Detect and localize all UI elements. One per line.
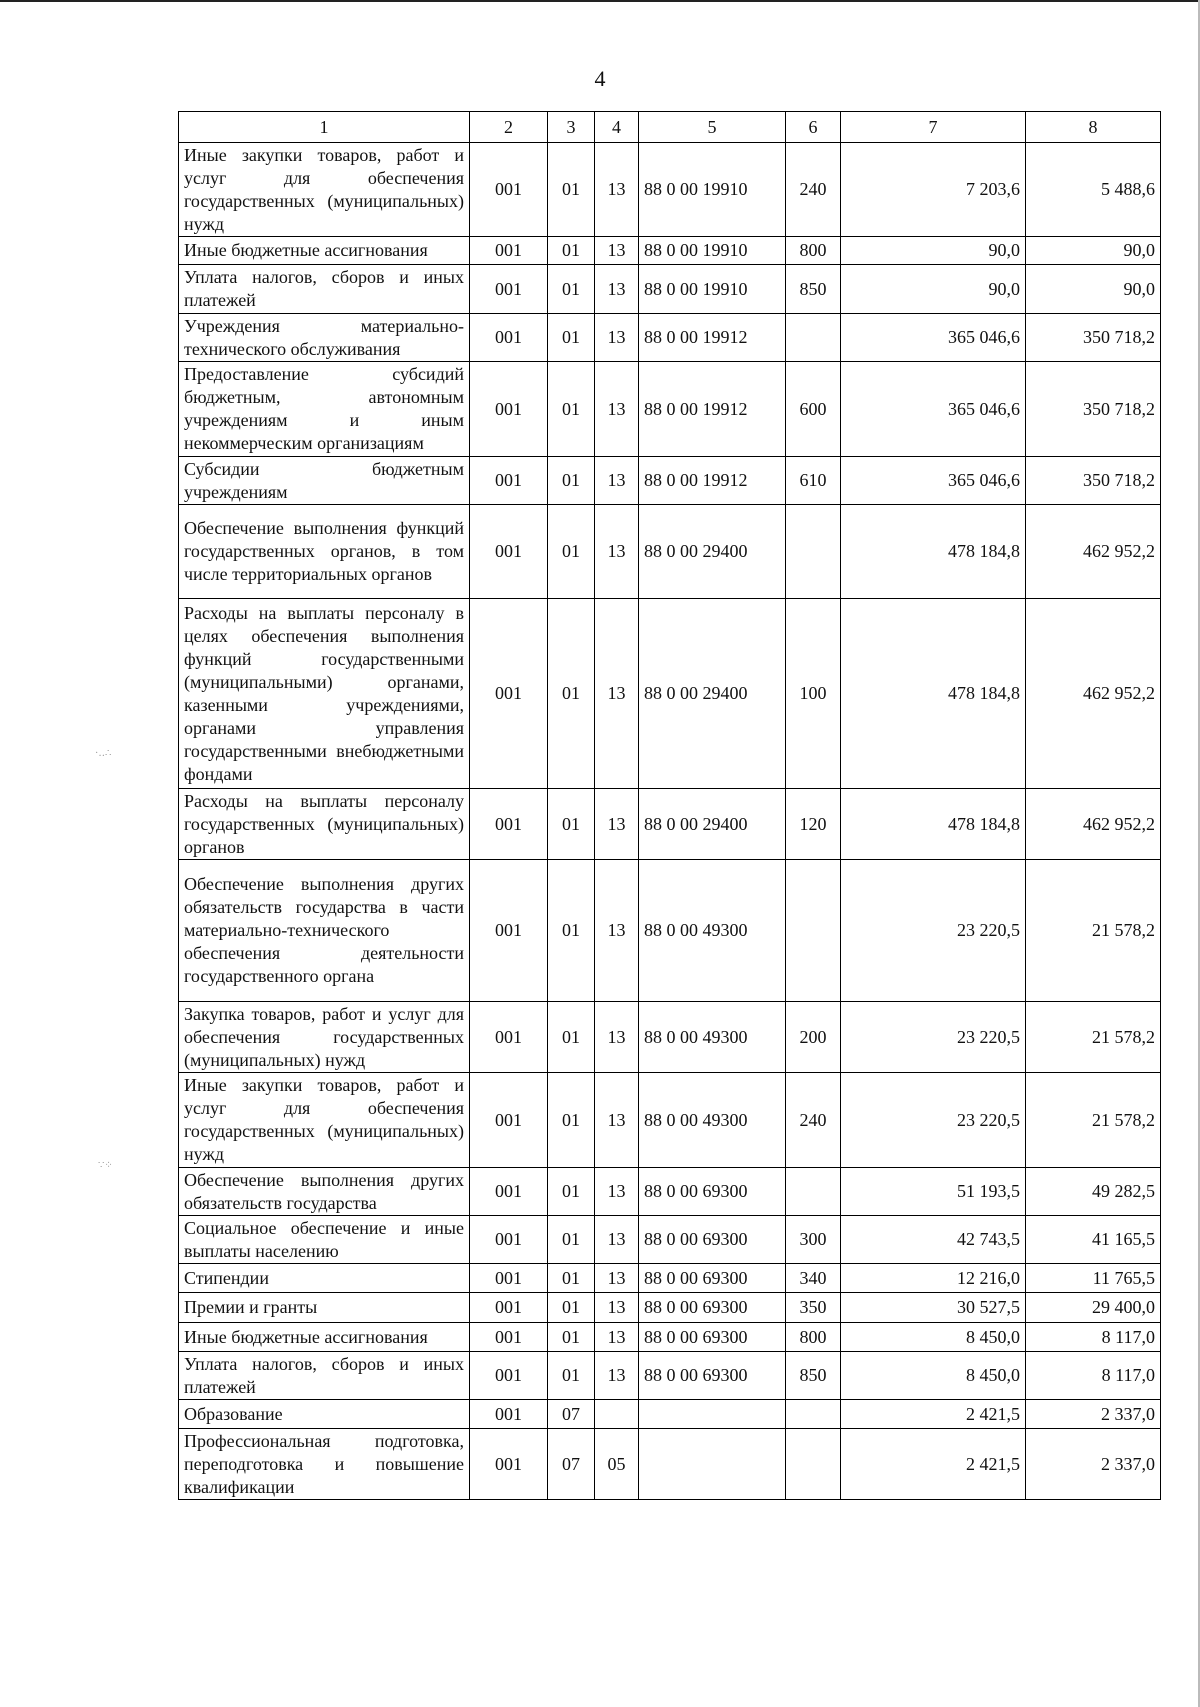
row-target-code-cell: 88 0 00 19910 xyxy=(639,237,786,265)
row-amount-cell: 29 400,0 xyxy=(1026,1293,1161,1323)
row-name-cell: Предоставление субсидий бюджетным, автономным учреждениям и иным некоммерческим организациям xyxy=(179,362,470,457)
row-expense-type-cell xyxy=(786,1400,841,1429)
row-amount-cell: 365 046,6 xyxy=(841,362,1026,457)
row-amount-cell: 21 578,2 xyxy=(1026,1073,1161,1168)
row-target-code-cell: 88 0 00 19912 xyxy=(639,314,786,362)
row-expense-type-cell xyxy=(786,860,841,1002)
row-name-cell: Расходы на выплаты персоналу в целях обеспечения выполнения функций государственными (муниципальными) органами, казенными учреждениями, органами управления государственными внебюджетными фондами xyxy=(179,599,470,789)
row-code-cell: 01 xyxy=(548,789,595,860)
row-amount-cell: 2 337,0 xyxy=(1026,1429,1161,1500)
row-target-code-cell: 88 0 00 69300 xyxy=(639,1168,786,1216)
row-amount-cell: 462 952,2 xyxy=(1026,789,1161,860)
row-target-code-cell: 88 0 00 19910 xyxy=(639,143,786,237)
row-target-code-cell: 88 0 00 29400 xyxy=(639,505,786,599)
row-amount-cell: 23 220,5 xyxy=(841,1002,1026,1073)
row-code-cell: 13 xyxy=(595,1216,639,1264)
row-amount-cell: 462 952,2 xyxy=(1026,505,1161,599)
row-code-cell: 01 xyxy=(548,860,595,1002)
row-amount-cell: 462 952,2 xyxy=(1026,599,1161,789)
row-code-cell: 001 xyxy=(470,1352,548,1400)
row-code-cell: 13 xyxy=(595,457,639,505)
row-expense-type-cell: 850 xyxy=(786,1352,841,1400)
row-amount-cell: 51 193,5 xyxy=(841,1168,1026,1216)
row-code-cell: 01 xyxy=(548,1323,595,1352)
row-code-cell: 13 xyxy=(595,1073,639,1168)
row-expense-type-cell: 350 xyxy=(786,1293,841,1323)
row-code-cell: 001 xyxy=(470,1293,548,1323)
table-row xyxy=(179,143,1161,237)
header-cell: 3 xyxy=(548,112,595,143)
row-target-code-cell xyxy=(639,1429,786,1500)
row-code-cell: 001 xyxy=(470,237,548,265)
row-amount-cell: 350 718,2 xyxy=(1026,362,1161,457)
row-expense-type-cell: 200 xyxy=(786,1002,841,1073)
table-row xyxy=(179,314,1161,362)
row-amount-cell: 478 184,8 xyxy=(841,505,1026,599)
row-code-cell: 01 xyxy=(548,362,595,457)
table-row xyxy=(179,599,1161,789)
table-row xyxy=(179,362,1161,457)
table-row xyxy=(179,789,1161,860)
row-amount-cell: 350 718,2 xyxy=(1026,457,1161,505)
row-code-cell: 001 xyxy=(470,1400,548,1429)
row-target-code-cell: 88 0 00 29400 xyxy=(639,789,786,860)
row-code-cell: 01 xyxy=(548,505,595,599)
row-code-cell: 001 xyxy=(470,143,548,237)
row-name-cell: Уплата налогов, сборов и иных платежей xyxy=(179,265,470,314)
row-target-code-cell: 88 0 00 19910 xyxy=(639,265,786,314)
header-cell: 7 xyxy=(841,112,1026,143)
row-code-cell: 001 xyxy=(470,599,548,789)
row-expense-type-cell: 800 xyxy=(786,1323,841,1352)
row-expense-type-cell: 800 xyxy=(786,237,841,265)
table-row xyxy=(179,1264,1161,1293)
row-amount-cell: 8 117,0 xyxy=(1026,1323,1161,1352)
row-code-cell: 01 xyxy=(548,314,595,362)
row-target-code-cell: 88 0 00 19912 xyxy=(639,362,786,457)
row-name-cell: Расходы на выплаты персоналу государственных (муниципальных) органов xyxy=(179,789,470,860)
row-expense-type-cell xyxy=(786,505,841,599)
header-cell: 6 xyxy=(786,112,841,143)
row-expense-type-cell xyxy=(786,1429,841,1500)
row-expense-type-cell: 100 xyxy=(786,599,841,789)
scan-speck: ·‥∴ xyxy=(95,748,112,759)
row-code-cell: 01 xyxy=(548,265,595,314)
row-code-cell: 13 xyxy=(595,1168,639,1216)
row-code-cell: 01 xyxy=(548,1293,595,1323)
table-row xyxy=(179,860,1161,1002)
row-code-cell: 01 xyxy=(548,1264,595,1293)
row-code-cell: 13 xyxy=(595,265,639,314)
row-expense-type-cell: 610 xyxy=(786,457,841,505)
row-amount-cell: 21 578,2 xyxy=(1026,1002,1161,1073)
header-cell: 1 xyxy=(179,112,470,143)
row-amount-cell: 350 718,2 xyxy=(1026,314,1161,362)
row-target-code-cell: 88 0 00 69300 xyxy=(639,1323,786,1352)
row-code-cell xyxy=(595,1400,639,1429)
row-expense-type-cell: 600 xyxy=(786,362,841,457)
row-amount-cell: 2 421,5 xyxy=(841,1400,1026,1429)
row-target-code-cell: 88 0 00 69300 xyxy=(639,1216,786,1264)
table-row xyxy=(179,1323,1161,1352)
row-amount-cell: 478 184,8 xyxy=(841,599,1026,789)
row-code-cell: 01 xyxy=(548,143,595,237)
row-name-cell: Обеспечение выполнения других обязательств государства в части материально-технического обеспечения деятельности государственного органа xyxy=(179,860,470,1002)
table-row xyxy=(179,1293,1161,1323)
table-row xyxy=(179,505,1161,599)
row-name-cell: Стипендии xyxy=(179,1264,470,1293)
row-amount-cell: 49 282,5 xyxy=(1026,1168,1161,1216)
row-amount-cell: 11 765,5 xyxy=(1026,1264,1161,1293)
row-expense-type-cell xyxy=(786,1168,841,1216)
row-code-cell: 001 xyxy=(470,362,548,457)
header-cell: 8 xyxy=(1026,112,1161,143)
row-target-code-cell: 88 0 00 69300 xyxy=(639,1264,786,1293)
row-expense-type-cell: 120 xyxy=(786,789,841,860)
row-amount-cell: 2 337,0 xyxy=(1026,1400,1161,1429)
row-name-cell: Обеспечение выполнения других обязательств государства xyxy=(179,1168,470,1216)
row-name-cell: Учреждения материально-технического обслуживания xyxy=(179,314,470,362)
row-code-cell: 13 xyxy=(595,505,639,599)
row-name-cell: Закупка товаров, работ и услуг для обеспечения государственных (муниципальных) нужд xyxy=(179,1002,470,1073)
row-target-code-cell xyxy=(639,1400,786,1429)
row-code-cell: 001 xyxy=(470,1216,548,1264)
row-amount-cell: 7 203,6 xyxy=(841,143,1026,237)
table-row xyxy=(179,1168,1161,1216)
row-code-cell: 05 xyxy=(595,1429,639,1500)
row-expense-type-cell xyxy=(786,314,841,362)
row-target-code-cell: 88 0 00 49300 xyxy=(639,860,786,1002)
row-code-cell: 001 xyxy=(470,314,548,362)
row-expense-type-cell: 240 xyxy=(786,143,841,237)
row-amount-cell: 21 578,2 xyxy=(1026,860,1161,1002)
row-target-code-cell: 88 0 00 49300 xyxy=(639,1073,786,1168)
row-code-cell: 001 xyxy=(470,1168,548,1216)
row-amount-cell: 2 421,5 xyxy=(841,1429,1026,1500)
header-cell: 4 xyxy=(595,112,639,143)
top-border-line xyxy=(0,0,1200,2)
row-code-cell: 07 xyxy=(548,1400,595,1429)
row-code-cell: 001 xyxy=(470,1323,548,1352)
table-row xyxy=(179,1352,1161,1400)
row-amount-cell: 42 743,5 xyxy=(841,1216,1026,1264)
row-code-cell: 07 xyxy=(548,1429,595,1500)
table-row xyxy=(179,1002,1161,1073)
table-row xyxy=(179,1400,1161,1429)
row-target-code-cell: 88 0 00 69300 xyxy=(639,1293,786,1323)
budget-table xyxy=(178,111,1161,1500)
row-code-cell: 13 xyxy=(595,1293,639,1323)
row-code-cell: 01 xyxy=(548,1073,595,1168)
row-code-cell: 13 xyxy=(595,314,639,362)
table-row xyxy=(179,237,1161,265)
row-name-cell: Уплата налогов, сборов и иных платежей xyxy=(179,1352,470,1400)
row-name-cell: Профессиональная подготовка, переподготовка и повышение квалификации xyxy=(179,1429,470,1500)
row-name-cell: Обеспечение выполнения функций государственных органов, в том числе территориальных органов xyxy=(179,505,470,599)
row-code-cell: 001 xyxy=(470,1429,548,1500)
row-expense-type-cell: 850 xyxy=(786,265,841,314)
row-amount-cell: 23 220,5 xyxy=(841,1073,1026,1168)
row-code-cell: 001 xyxy=(470,265,548,314)
row-code-cell: 001 xyxy=(470,1073,548,1168)
row-code-cell: 13 xyxy=(595,789,639,860)
row-amount-cell: 8 117,0 xyxy=(1026,1352,1161,1400)
row-code-cell: 01 xyxy=(548,1352,595,1400)
row-code-cell: 13 xyxy=(595,1264,639,1293)
row-code-cell: 01 xyxy=(548,599,595,789)
row-code-cell: 001 xyxy=(470,860,548,1002)
row-code-cell: 13 xyxy=(595,237,639,265)
row-target-code-cell: 88 0 00 49300 xyxy=(639,1002,786,1073)
row-name-cell: Иные бюджетные ассигнования xyxy=(179,1323,470,1352)
row-name-cell: Субсидии бюджетным учреждениям xyxy=(179,457,470,505)
row-name-cell: Иные закупки товаров, работ и услуг для обеспечения государственных (муниципальных) нужд xyxy=(179,1073,470,1168)
row-code-cell: 13 xyxy=(595,599,639,789)
header-cell: 5 xyxy=(639,112,786,143)
row-code-cell: 01 xyxy=(548,237,595,265)
header-cell: 2 xyxy=(470,112,548,143)
table-row xyxy=(179,1429,1161,1500)
row-amount-cell: 365 046,6 xyxy=(841,314,1026,362)
row-amount-cell: 90,0 xyxy=(841,265,1026,314)
row-expense-type-cell: 340 xyxy=(786,1264,841,1293)
row-amount-cell: 12 216,0 xyxy=(841,1264,1026,1293)
row-target-code-cell: 88 0 00 29400 xyxy=(639,599,786,789)
scan-speck: ∵⁘ xyxy=(98,1160,113,1171)
table-row xyxy=(179,265,1161,314)
row-amount-cell: 23 220,5 xyxy=(841,860,1026,1002)
row-expense-type-cell: 300 xyxy=(786,1216,841,1264)
row-amount-cell: 478 184,8 xyxy=(841,789,1026,860)
row-code-cell: 01 xyxy=(548,1216,595,1264)
row-amount-cell: 5 488,6 xyxy=(1026,143,1161,237)
row-name-cell: Образование xyxy=(179,1400,470,1429)
row-code-cell: 001 xyxy=(470,789,548,860)
table-row xyxy=(179,1216,1161,1264)
row-code-cell: 001 xyxy=(470,1002,548,1073)
row-target-code-cell: 88 0 00 69300 xyxy=(639,1352,786,1400)
row-code-cell: 13 xyxy=(595,860,639,1002)
table-header-row xyxy=(179,112,1161,143)
row-code-cell: 13 xyxy=(595,143,639,237)
row-code-cell: 13 xyxy=(595,362,639,457)
table-row xyxy=(179,457,1161,505)
row-code-cell: 01 xyxy=(548,1168,595,1216)
row-amount-cell: 8 450,0 xyxy=(841,1323,1026,1352)
row-name-cell: Иные закупки товаров, работ и услуг для обеспечения государственных (муниципальных) нужд xyxy=(179,143,470,237)
row-code-cell: 001 xyxy=(470,505,548,599)
row-name-cell: Премии и гранты xyxy=(179,1293,470,1323)
row-code-cell: 001 xyxy=(470,457,548,505)
row-amount-cell: 8 450,0 xyxy=(841,1352,1026,1400)
row-amount-cell: 90,0 xyxy=(841,237,1026,265)
row-code-cell: 01 xyxy=(548,457,595,505)
row-amount-cell: 30 527,5 xyxy=(841,1293,1026,1323)
row-expense-type-cell: 240 xyxy=(786,1073,841,1168)
row-target-code-cell: 88 0 00 19912 xyxy=(639,457,786,505)
row-amount-cell: 90,0 xyxy=(1026,237,1161,265)
row-code-cell: 13 xyxy=(595,1352,639,1400)
row-code-cell: 13 xyxy=(595,1002,639,1073)
table-body xyxy=(179,143,1161,1500)
row-code-cell: 01 xyxy=(548,1002,595,1073)
row-amount-cell: 41 165,5 xyxy=(1026,1216,1161,1264)
row-code-cell: 001 xyxy=(470,1264,548,1293)
row-amount-cell: 365 046,6 xyxy=(841,457,1026,505)
table-row xyxy=(179,1073,1161,1168)
row-name-cell: Социальное обеспечение и иные выплаты населению xyxy=(179,1216,470,1264)
row-name-cell: Иные бюджетные ассигнования xyxy=(179,237,470,265)
page-number: 4 xyxy=(594,66,606,91)
row-code-cell: 13 xyxy=(595,1323,639,1352)
row-amount-cell: 90,0 xyxy=(1026,265,1161,314)
